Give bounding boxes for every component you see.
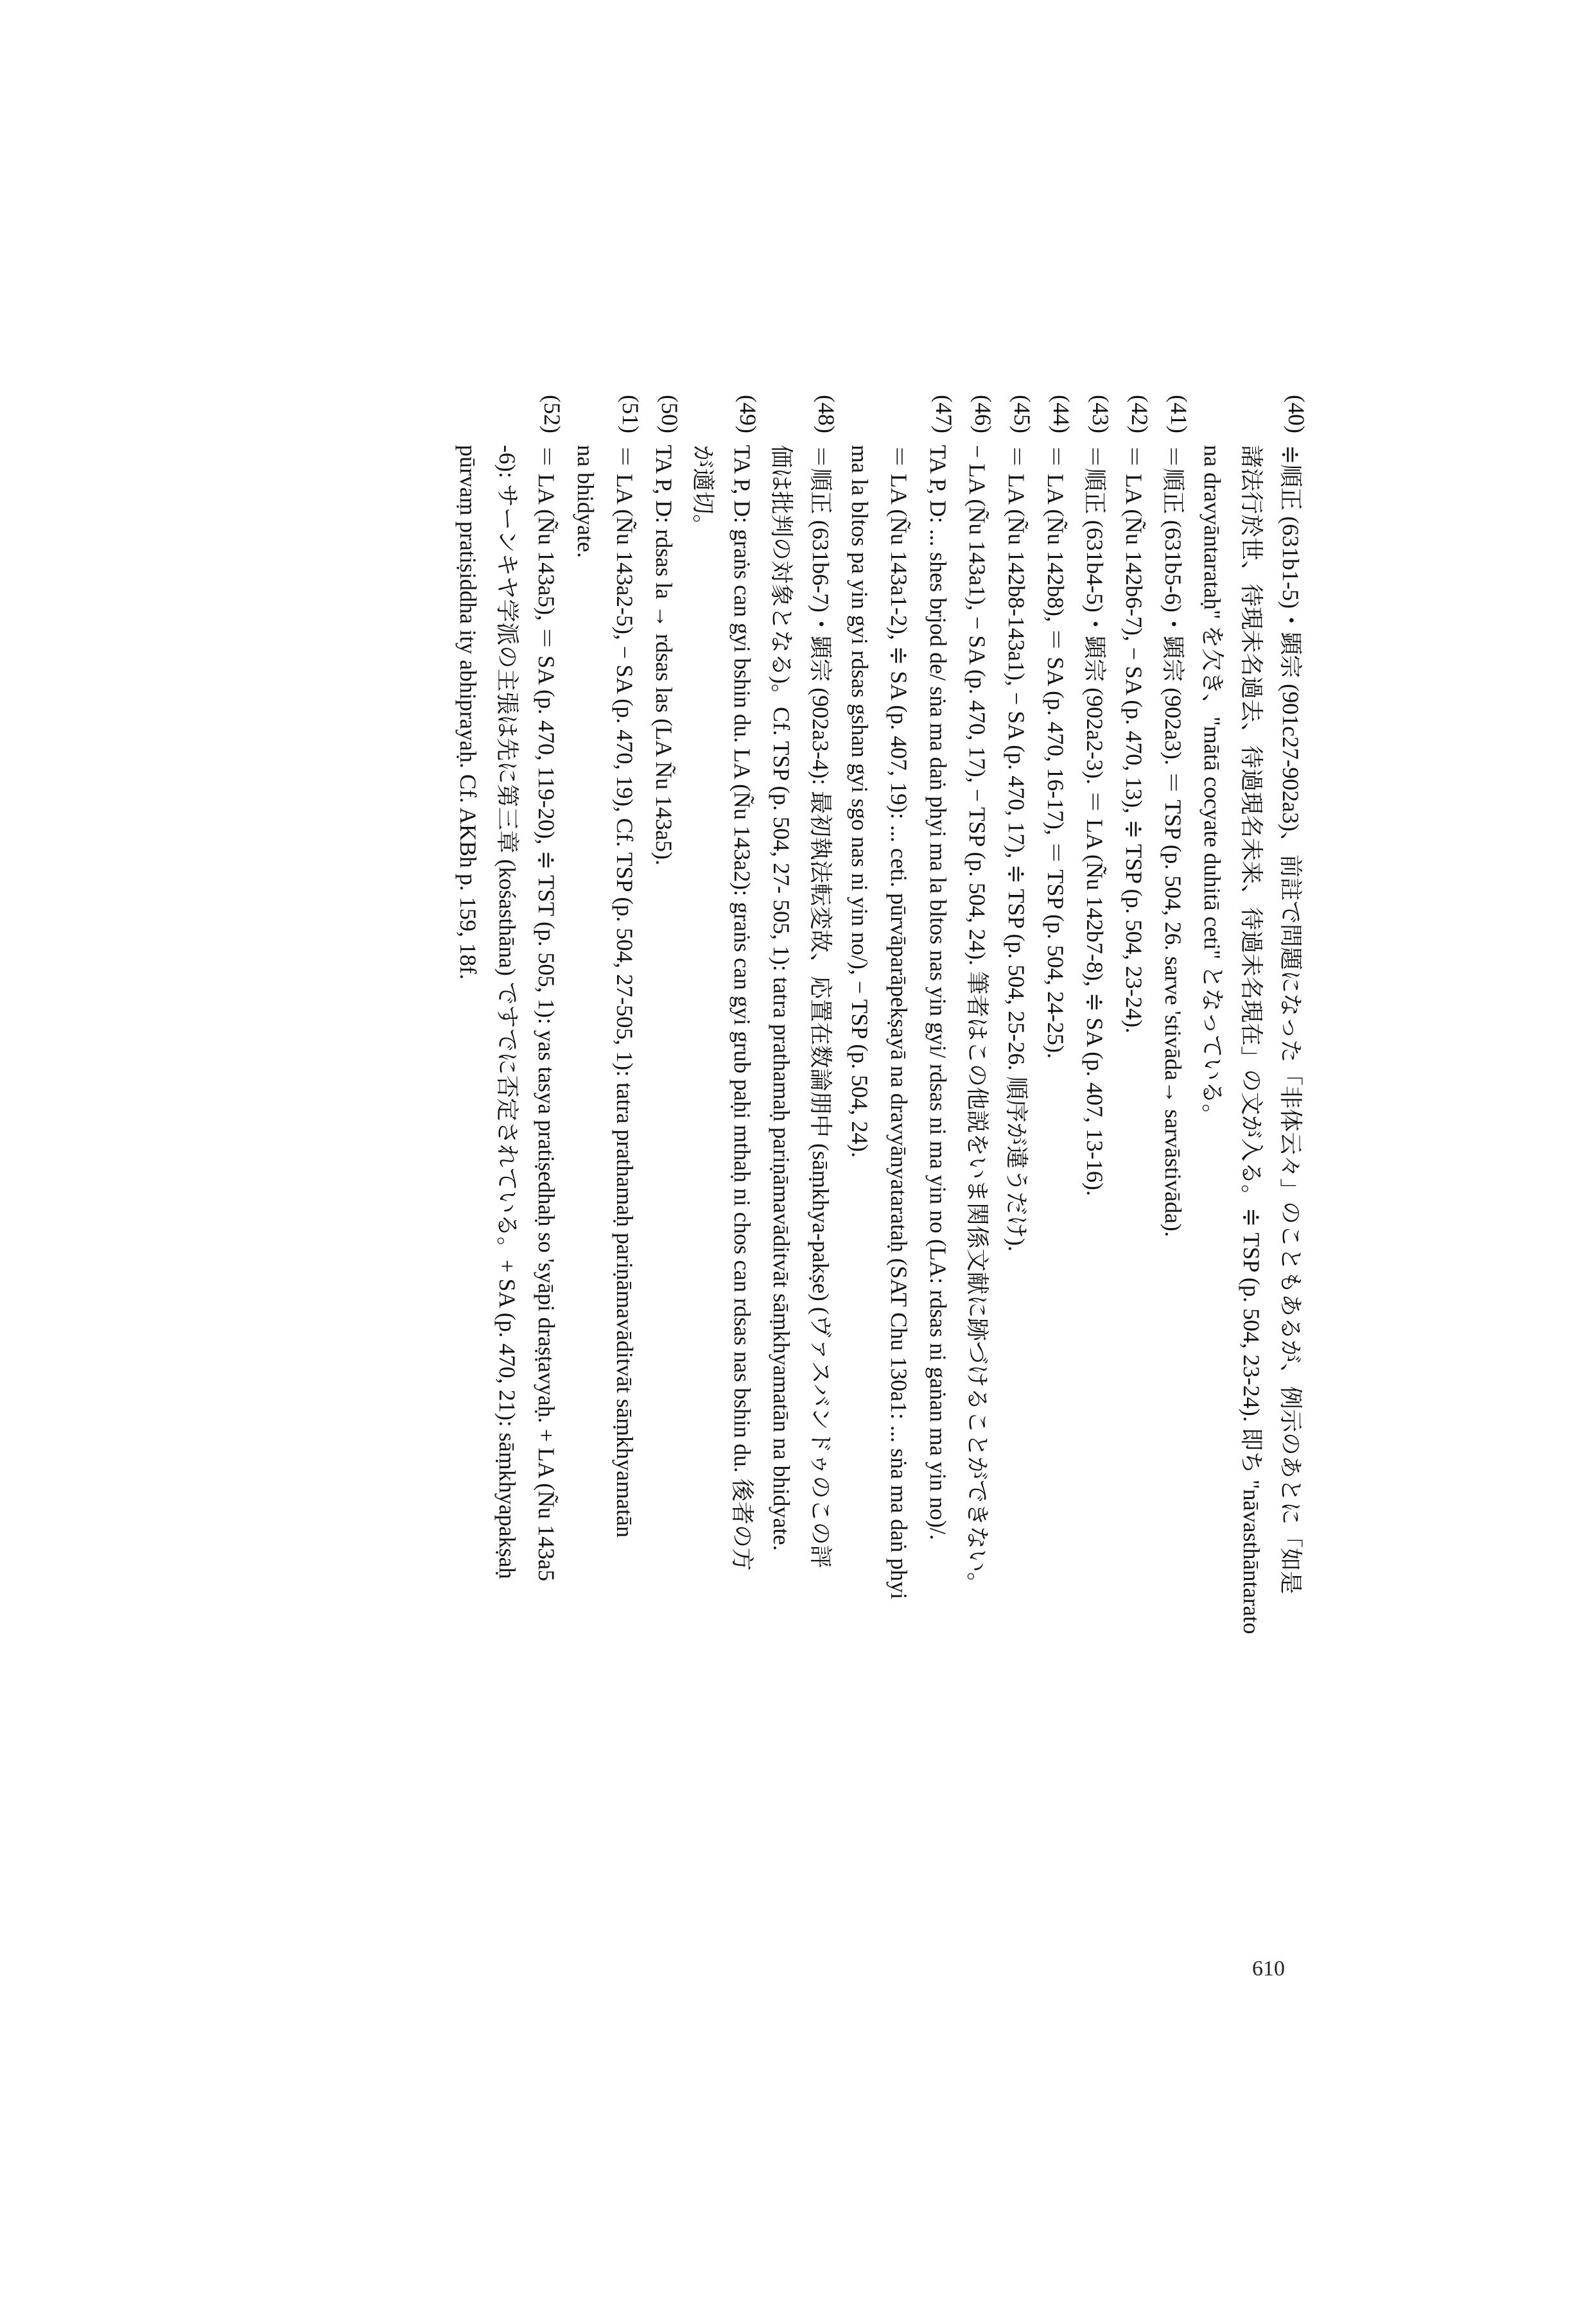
footnote-line: が適切。	[690, 445, 716, 538]
footnote-line: TA P, D: ... shes brjod de/ sṅa ma daṅ phyi ma la bltos nas yin gyi/ rdsas ni ma yin no (LA: rdsas ni gaṅan ma yin no)/.	[925, 445, 951, 1540]
footnote-number: (46)	[970, 395, 996, 433]
footnote-number: (44)	[1049, 395, 1074, 433]
footnotes-block	[398, 395, 1310, 2009]
footnote-line: ＝順正 (631b4-5)・顕宗 (902a2-3). ＝ LA (Ñu 142b7-8), ≑ SA (p. 407, 13-16).	[1082, 445, 1108, 1197]
footnote-52	[448, 395, 566, 2009]
footnote-line: ≑順正 (631b1-5)・顕宗 (901c27-902a3)、前註で問題になった「非体云々」のこともあるが、例示のあとに「如是	[1278, 445, 1303, 1595]
footnote-46	[957, 395, 997, 2009]
footnote-number: (40)	[1284, 395, 1309, 433]
footnote-line: TA P, D: rdsas la → rdsas las (LA Ñu 143a5).	[651, 445, 677, 866]
footnote-51	[566, 395, 644, 2009]
footnote-40	[1192, 395, 1310, 2009]
footnote-line: pūrvaṃ pratiṣiddha ity abhiprayaḥ. Cf. AKBh p. 159, 18f.	[455, 445, 481, 980]
footnote-42	[1114, 395, 1153, 2009]
footnote-line: ＝ LA (Ñu 142b8), ＝ SA (p. 470, 16-17), ＝ TSP (p. 504, 24-25).	[1043, 445, 1068, 1059]
footnote-number: (45)	[1009, 395, 1035, 433]
footnote-44	[1036, 395, 1075, 2009]
footnote-line: -6): サーンキヤ学派の主張は先に第三章 (kośasthāna) ですでに否定されている。+ SA (p. 470, 21): sāṃkhyapakṣaḥ	[494, 445, 520, 1579]
footnote-number: (48)	[814, 395, 839, 433]
footnote-41	[1153, 395, 1192, 2009]
footnote-47	[840, 395, 957, 2009]
footnote-line: ＝順正 (631b5-6)・顕宗 (902a3). ＝ TSP (p. 504, 26. sarve 'stivāda→ sarvāstivāda).	[1160, 445, 1186, 1237]
page-number: 610	[1252, 1957, 1285, 1981]
footnote-number: (47)	[931, 395, 957, 433]
footnote-number: (51)	[618, 395, 643, 433]
footnote-line: ＝ LA (Ñu 143a2-5), − SA (p. 470, 19), Cf. TSP (p. 504, 27-505, 1): tatra prathamaḥ pariṇāmavāditvāt sāṃkhyamatān	[612, 445, 638, 1538]
footnote-number: (42)	[1127, 395, 1153, 433]
footnote-line: ＝ LA (Ñu 142b6-7), − SA (p. 470, 13), ≑ TSP (p. 504, 23-24).	[1121, 445, 1147, 1034]
footnote-line: ＝ LA (Ñu 142b8-143a1), − SA (p. 470, 17), ≑ TSP (p. 504, 25-26. 順序が違うだけ).	[1004, 445, 1029, 1252]
footnote-48	[762, 395, 840, 2009]
footnote-line: 諸法行於世、待現未名過去、待過現名未来、待過未名現在」の文が入る。≑ TSP (p. 504, 23-24). 即ち "nāvasthāntarato	[1239, 445, 1264, 1635]
footnote-number: (41)	[1166, 395, 1192, 433]
footnote-line: ma la bltos pa yin gyi rdsas gshan gyi sgo nas ni yin no/), − TSP (p. 504, 24).	[847, 445, 873, 1158]
footnote-line: 価は批判の対象となる)。Cf. TSP (p. 504, 27- 505, 1): tatra prathamaḥ pariṇāmavāditvāt sāṃkhyamatān na bhidyate.	[769, 445, 794, 1551]
footnote-50	[644, 395, 683, 2009]
footnote-number: (49)	[735, 395, 761, 433]
footnote-line: TA P, D: graṅs can gyi bshin du. LA (Ñu 143a2): graṅs can gyi grub paḥi mthaḥ ni chos can rdsas nas bshin du. 後者の方	[729, 445, 755, 1571]
footnote-number: (50)	[657, 395, 683, 433]
footnote-43	[1075, 395, 1114, 2009]
footnote-49	[683, 395, 762, 2009]
footnote-line: na bhidyate.	[573, 445, 598, 558]
footnote-line: ＝ LA (Ñu 143a1-2), ≑ SA (p. 407, 19): ... ceti. pūrvāparāpekṣayā na dravyānyatarataḥ (SAT Chu 130a1: ... sṅa ma daṅ phyi	[886, 445, 912, 1600]
footnote-45	[997, 395, 1036, 2009]
footnote-line: ＝ LA (Ñu 143a5), ＝ SA (p. 470, 119-20), ≑ TST (p. 505, 1): yas tasya pratiṣedhaḥ so 'syāpi draṣṭavyaḥ. + LA (Ñu 143a5	[534, 445, 559, 1582]
footnote-number: (52)	[539, 395, 565, 433]
footnote-line: na dravyāntarataḥ" を欠き、"mātā cocyate duhitā ceti" となっている。	[1199, 445, 1225, 1127]
footnote-line: − LA (Ñu 143a1), − SA (p. 470, 17), − TSP (p. 504, 24). 筆者はこの他説をいま関係文献に跡づけることができない。	[964, 445, 990, 1595]
footnote-number: (43)	[1088, 395, 1113, 433]
footnote-line: ＝順正 (631b6-7)・顕宗 (902a3-4): 最初執法転変故、応置在数論朋中 (sāṃkhya-pakṣe) (ヴァスバンドゥのこの評	[808, 445, 833, 1568]
